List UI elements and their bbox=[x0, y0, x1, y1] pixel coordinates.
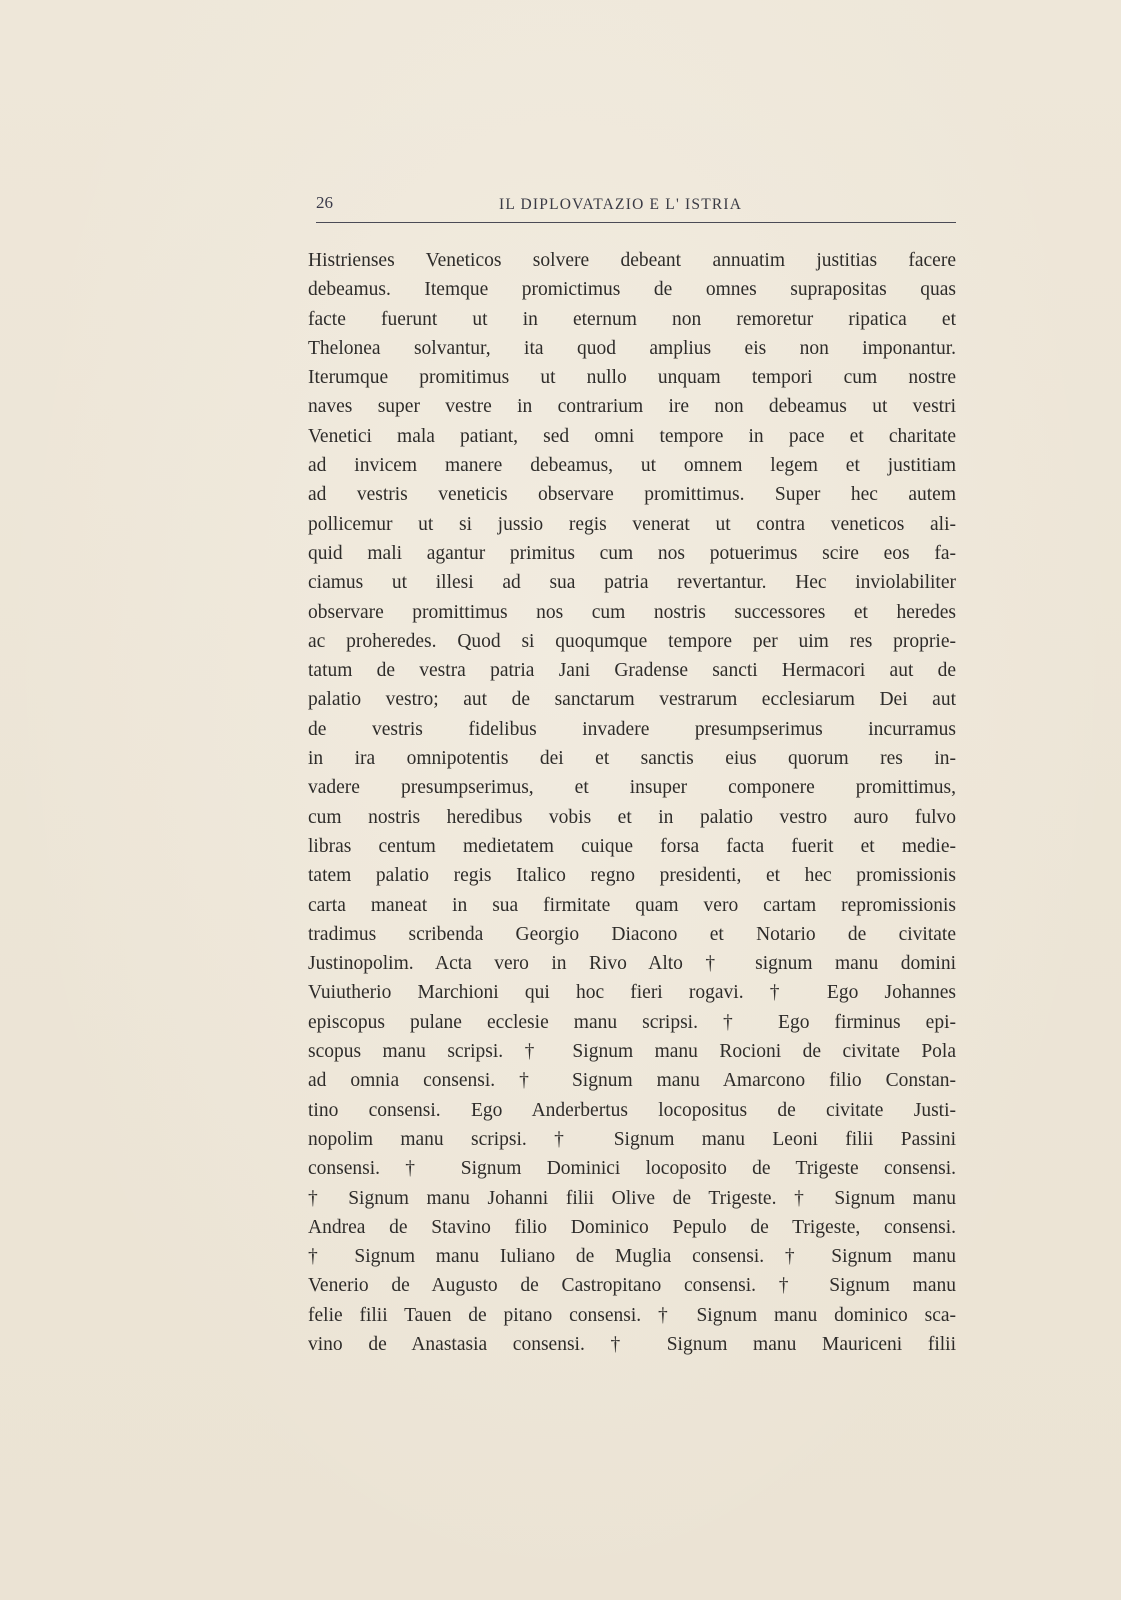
text-line: Vuiutherio Marchioni qui hoc fieri rogavi. † Ego Johannes bbox=[308, 982, 956, 1004]
text-line: Venerio de Augusto de Castropitano consensi. † Signum manu bbox=[308, 1275, 956, 1297]
text-line: ciamus ut illesi ad sua patria revertantur. Hec inviolabiliter bbox=[308, 572, 956, 594]
text-line: † Signum manu Johanni filii Olive de Trigeste. † Signum manu bbox=[308, 1187, 956, 1209]
page-number: 26 bbox=[316, 193, 333, 212]
text-line: Justinopolim. Acta vero in Rivo Alto † signum manu domini bbox=[308, 953, 956, 975]
text-line: facte fuerunt ut in eternum non remoretur ripatica et bbox=[308, 308, 956, 330]
text-line: quid mali agantur primitus cum nos potuerimus scire eos fa- bbox=[308, 542, 956, 564]
text-line: ad invicem manere debeamus, ut omnem legem et justitiam bbox=[308, 455, 956, 477]
text-line: de vestris fidelibus invadere presumpserimus incurramus bbox=[308, 718, 956, 740]
running-title: IL DIPLOVATAZIO E L' ISTRIA bbox=[499, 196, 743, 213]
text-line: ad omnia consensi. † Signum manu Amarcono filio Constan- bbox=[308, 1070, 956, 1092]
running-head bbox=[316, 193, 956, 221]
text-line: scopus manu scripsi. † Signum manu Rocioni de civitate Pola bbox=[308, 1041, 956, 1063]
text-line: debeamus. Itemque promictimus de omnes suprapositas quas bbox=[308, 279, 956, 301]
body-text bbox=[308, 246, 956, 1359]
text-line: vadere presumpserimus, et insuper componere promittimus, bbox=[308, 777, 956, 799]
text-line: ad vestris veneticis observare promittimus. Super hec autem bbox=[308, 484, 956, 506]
text-line: tino consensi. Ego Anderbertus locopositus de civitate Justi- bbox=[308, 1099, 956, 1121]
text-line: Iterumque promitimus ut nullo unquam tempori cum nostre bbox=[308, 367, 956, 389]
text-line: nopolim manu scripsi. † Signum manu Leoni filii Passini bbox=[308, 1128, 956, 1150]
text-line: observare promittimus nos cum nostris successores et heredes bbox=[308, 601, 956, 623]
text-line: palatio vestro; aut de sanctarum vestrarum ecclesiarum Dei aut bbox=[308, 689, 956, 711]
text-line: felie filii Tauen de pitano consensi. † Signum manu dominico sca- bbox=[308, 1304, 956, 1326]
text-line: Histrienses Veneticos solvere debeant annuatim justitias facere bbox=[308, 250, 956, 271]
text-line: cum nostris heredibus vobis et in palatio vestro auro fulvo bbox=[308, 806, 956, 828]
text-line: tradimus scribenda Georgio Diacono et Notario de civitate bbox=[308, 923, 956, 945]
text-line: vino de Anastasia consensi. † Signum manu Mauriceni filii bbox=[308, 1333, 956, 1355]
text-line: pollicemur ut si jussio regis venerat ut contra veneticos ali- bbox=[308, 513, 956, 535]
text-line: Thelonea solvantur, ita quod amplius eis non imponantur. bbox=[308, 337, 956, 359]
text-line: libras centum medietatem cuique forsa facta fuerit et medie- bbox=[308, 835, 956, 857]
text-line: tatum de vestra patria Jani Gradense sancti Hermacori aut de bbox=[308, 660, 956, 682]
text-line: Andrea de Stavino filio Dominico Pepulo de Trigeste, consensi. bbox=[308, 1216, 956, 1238]
text-line: naves super vestre in contrarium ire non debeamus ut vestri bbox=[308, 396, 956, 418]
header-rule bbox=[316, 222, 956, 223]
text-line: ac proheredes. Quod si quoqumque tempore per uim res proprie- bbox=[308, 630, 956, 652]
text-line: † Signum manu Iuliano de Muglia consensi. † Signum manu bbox=[308, 1246, 956, 1268]
text-line: in ira omnipotentis dei et sanctis eius quorum res in- bbox=[308, 748, 956, 770]
text-line: tatem palatio regis Italico regno presidenti, et hec promissionis bbox=[308, 865, 956, 887]
text-line: consensi. † Signum Dominici locoposito de Trigeste consensi. bbox=[308, 1158, 956, 1180]
text-line: Venetici mala patiant, sed omni tempore in pace et charitate bbox=[308, 425, 956, 447]
text-line: carta maneat in sua firmitate quam vero cartam repromissionis bbox=[308, 894, 956, 916]
text-line: episcopus pulane ecclesie manu scripsi. † Ego firminus epi- bbox=[308, 1011, 956, 1033]
